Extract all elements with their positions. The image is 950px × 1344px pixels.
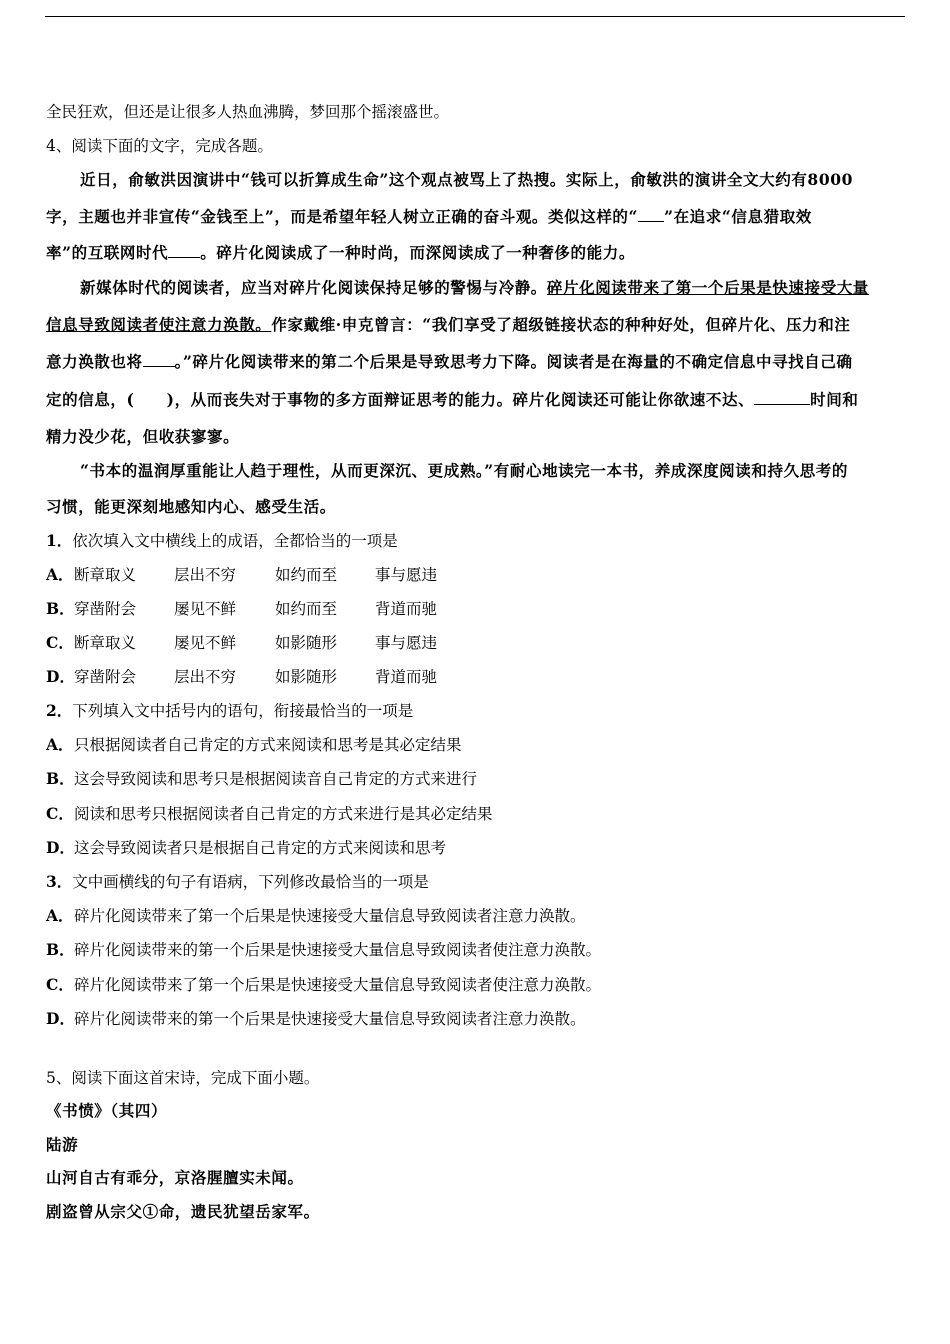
passage-text: 新媒体时代的阅读者，应当对碎片化阅读保持足够的警惕与冷静。	[80, 278, 547, 297]
option-label: B．	[46, 940, 75, 959]
question-number: 3．	[46, 872, 73, 891]
option-text: 这会导致阅读者只是根据自己肯定的方式来阅读和思考	[74, 839, 447, 857]
option-idiom: 屡见不鲜	[174, 600, 237, 618]
passage-text: 作家戴维·申克曾言：“我们享受了超级链接状态的种种好处，但碎片化、压力和注	[271, 315, 851, 334]
question-5-heading: 5、阅读下面这首宋诗，完成下面小题。	[46, 1069, 320, 1087]
q2-option-c[interactable]	[46, 804, 493, 824]
question-text: 文中画横线的句子有语病，下列修改最恰当的一项是	[72, 873, 429, 891]
passage-text: 定的信息，( )，从而丧失对于事物的多方面辩证思考的能力。碎片化阅读还可能让你欲速不达、	[46, 390, 755, 409]
q2-option-d[interactable]	[46, 838, 446, 858]
fill-blank	[168, 243, 200, 258]
passage-p2-line2	[46, 315, 904, 335]
passage-text: 时间和	[810, 390, 859, 409]
fill-blank	[754, 390, 810, 405]
q1-option-c[interactable]	[46, 633, 437, 653]
option-idiom: 穿凿附会	[74, 668, 137, 686]
option-idiom: 如影随形	[275, 634, 338, 652]
passage-text: 意力涣散也将	[46, 352, 143, 371]
question-text: 依次填入文中横线上的成语，全都恰当的一项是	[72, 532, 398, 550]
option-label: D．	[46, 838, 75, 857]
option-idiom: 穿凿附会	[74, 600, 137, 618]
option-idiom: 如影随形	[275, 668, 338, 686]
option-idiom: 屡见不鲜	[174, 634, 237, 652]
question-1-stem	[46, 531, 904, 551]
underlined-sentence: 碎片化阅读带来了第一个后果是快速接受大量	[546, 278, 869, 297]
option-text: 阅读和思考只根据阅读者自己肯定的方式来进行是其必定结果	[74, 805, 493, 823]
passage-p3-line1: “书本的温润厚重能让人趋于理性，从而更深沉、更成熟。”有耐心地读完一本书，养成深度阅读和持久思考的	[80, 461, 848, 480]
option-idiom: 层出不穷	[174, 566, 237, 584]
option-idiom: 事与愿违	[375, 634, 438, 652]
question-4-heading: 4、阅读下面的文字，完成各题。	[46, 137, 273, 155]
q3-option-a[interactable]	[46, 906, 586, 926]
option-label: A．	[46, 735, 74, 754]
option-label: D．	[46, 667, 75, 686]
question-number: 2．	[46, 701, 73, 720]
option-label: C．	[46, 804, 74, 823]
option-text: 碎片化阅读带来了第一个后果是快速接受大量信息导致阅读者使注意力涣散。	[74, 976, 602, 994]
passage-text: 。碎片化阅读成了一种时尚，而深阅读成了一种奢侈的能力。	[200, 243, 635, 262]
q3-option-d[interactable]	[46, 1009, 586, 1029]
passage-text: ”在追求“信息猎取效	[664, 207, 812, 226]
option-label: A．	[46, 565, 74, 584]
option-idiom: 如约而至	[275, 600, 338, 618]
fill-blank	[638, 207, 664, 222]
q1-option-a[interactable]	[46, 565, 437, 585]
option-text: 这会导致阅读和思考只是根据阅读音自己肯定的方式来进行	[74, 770, 478, 788]
q1-option-b[interactable]	[46, 599, 437, 619]
underlined-sentence: 信息导致阅读者使注意力涣散。	[46, 315, 272, 334]
passage-p1-line1: 近日，俞敏洪因演讲中“钱可以折算成生命”这个观点被骂上了热搜。实际上，俞敏洪的演讲全文大约有8000	[80, 170, 853, 189]
option-label: C．	[46, 975, 74, 994]
option-label: B．	[46, 599, 75, 618]
header-rule	[45, 16, 905, 17]
passage-text: 。”碎片化阅读带来的第二个后果是导致思考力下降。阅读者是在海量的不确定信息中寻找自己确	[174, 352, 853, 371]
option-label: A．	[46, 906, 74, 925]
question-3-stem	[46, 872, 904, 892]
poem-line-2: 剧盗曾从宗父①命，遗民犹望岳家军。	[46, 1202, 320, 1221]
option-label: B．	[46, 769, 75, 788]
option-idiom: 背道而驰	[375, 600, 438, 618]
q3-option-c[interactable]	[46, 975, 601, 995]
option-label: C．	[46, 633, 74, 652]
option-idiom: 断章取义	[74, 566, 137, 584]
option-label: D．	[46, 1009, 75, 1028]
option-text: 碎片化阅读带来了第一个后果是快速接受大量信息导致阅读者注意力涣散。	[74, 907, 586, 925]
q3-option-b[interactable]	[46, 940, 601, 960]
option-text: 碎片化阅读带来的第一个后果是快速接受大量信息导致阅读者注意力涣散。	[74, 1010, 586, 1028]
passage-text: 率”的互联网时代	[46, 243, 169, 262]
option-idiom: 层出不穷	[174, 668, 237, 686]
option-idiom: 背道而驰	[375, 668, 438, 686]
passage-p2-line5: 精力没少花，但收获寥寥。	[46, 427, 240, 446]
option-text: 只根据阅读者自己肯定的方式来阅读和思考是其必定结果	[74, 736, 462, 754]
poem-author: 陆游	[46, 1135, 79, 1154]
passage-p1-line3	[46, 243, 904, 263]
passage-p2-line4	[46, 390, 904, 410]
question-number: 1．	[46, 531, 73, 550]
previous-passage-tail: 全民狂欢，但还是让很多人热血沸腾，梦回那个摇滚盛世。	[46, 103, 450, 121]
poem-title: 《书愤》（其四）	[46, 1101, 168, 1120]
question-2-stem	[46, 701, 904, 721]
option-idiom: 如约而至	[275, 566, 338, 584]
question-text: 下列填入文中括号内的语句，衔接最恰当的一项是	[72, 702, 414, 720]
option-idiom: 事与愿违	[375, 566, 438, 584]
q1-option-d[interactable]	[46, 667, 437, 687]
option-idiom: 断章取义	[74, 634, 137, 652]
q2-option-a[interactable]	[46, 735, 462, 755]
passage-text: 字，主题也并非宣传“金钱至上”，而是希望年轻人树立正确的奋斗观。类似这样的“	[46, 207, 639, 226]
q2-option-b[interactable]	[46, 769, 477, 789]
passage-p2-line3	[46, 352, 904, 372]
passage-p1-line2	[46, 207, 904, 227]
poem-line-1: 山河自古有乖分，京洛腥膻实未闻。	[46, 1168, 304, 1187]
passage-p2-line1	[80, 278, 904, 298]
passage-p3-line2: 习惯，能更深刻地感知内心、感受生活。	[46, 497, 336, 516]
fill-blank	[143, 352, 175, 367]
option-text: 碎片化阅读带来的第一个后果是快速接受大量信息导致阅读者使注意力涣散。	[74, 941, 602, 959]
